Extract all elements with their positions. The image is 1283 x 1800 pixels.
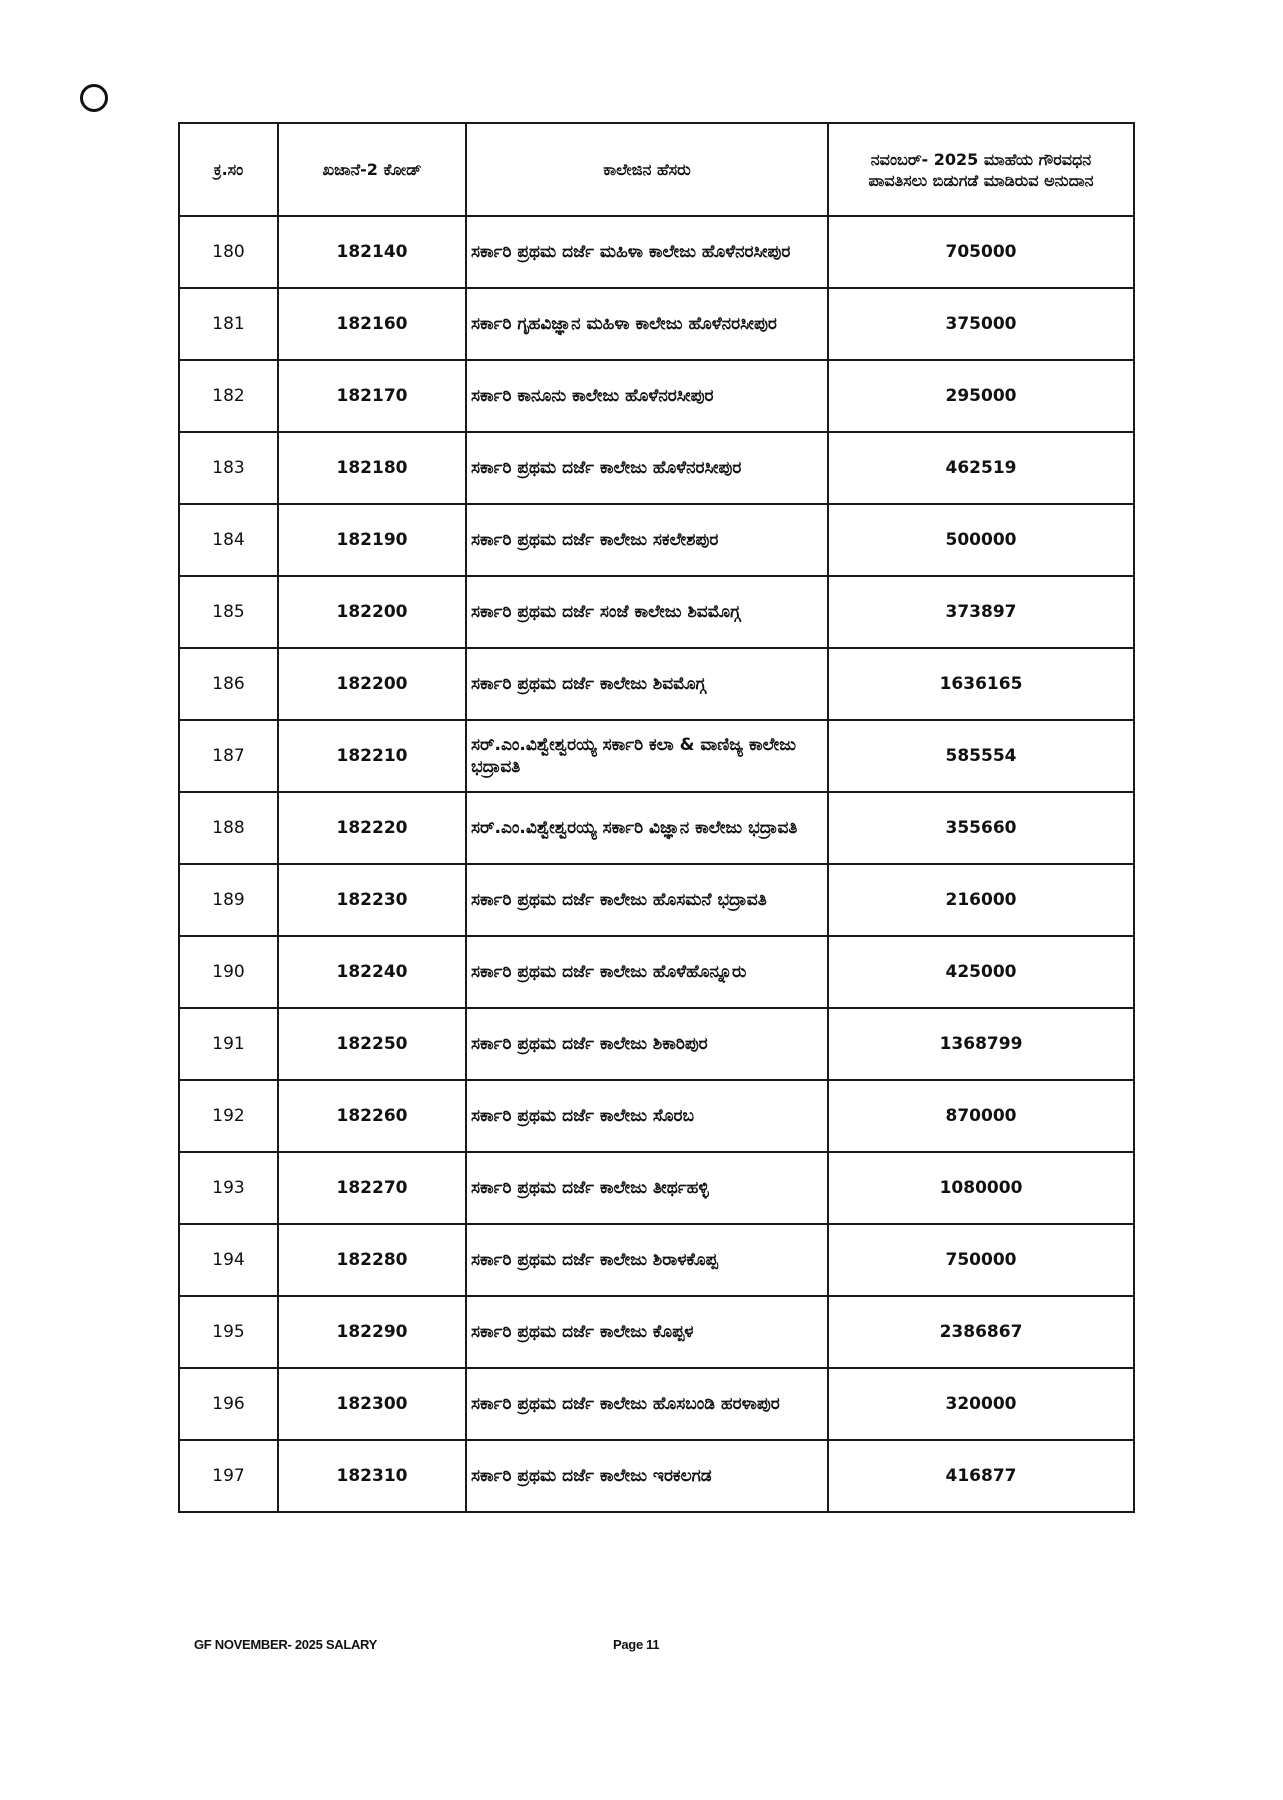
row-grant-amount: 705000 bbox=[828, 216, 1134, 288]
row-treasury-code: 182240 bbox=[278, 936, 466, 1008]
row-treasury-code: 182280 bbox=[278, 1224, 466, 1296]
table-row bbox=[179, 936, 1134, 1008]
table-row bbox=[179, 504, 1134, 576]
row-sl-no: 188 bbox=[179, 792, 278, 864]
table-row bbox=[179, 1224, 1134, 1296]
row-treasury-code: 182200 bbox=[278, 648, 466, 720]
table-row bbox=[179, 1368, 1134, 1440]
header-college-name: ಕಾಲೇಜಿನ ಹೆಸರು bbox=[466, 123, 828, 216]
table-row bbox=[179, 216, 1134, 288]
table-row bbox=[179, 1440, 1134, 1512]
row-treasury-code: 182140 bbox=[278, 216, 466, 288]
row-treasury-code: 182180 bbox=[278, 432, 466, 504]
row-sl-no: 193 bbox=[179, 1152, 278, 1224]
row-sl-no: 187 bbox=[179, 720, 278, 792]
header-sl-no: ಕ್ರ.ಸಂ bbox=[179, 123, 278, 216]
row-treasury-code: 182270 bbox=[278, 1152, 466, 1224]
row-treasury-code: 182230 bbox=[278, 864, 466, 936]
table-row bbox=[179, 1080, 1134, 1152]
row-grant-amount: 295000 bbox=[828, 360, 1134, 432]
header-grant-amount: ನವಂಬರ್- 2025 ಮಾಹೆಯ ಗೌರವಧನ ಪಾವತಿಸಲು ಬಿಡುಗಡೆ ಮಾಡಿರುವ ಅನುದಾನ bbox=[828, 123, 1134, 216]
row-college-name: ಸರ್ಕಾರಿ ಪ್ರಥಮ ದರ್ಜೆ ಕಾಲೇಜು ತೀರ್ಥಹಳ್ಳಿ bbox=[466, 1152, 828, 1224]
row-college-name: ಸರ್ಕಾರಿ ಪ್ರಥಮ ದರ್ಜೆ ಕಾಲೇಜು ಇರಕಲಗಡ bbox=[466, 1440, 828, 1512]
row-treasury-code: 182200 bbox=[278, 576, 466, 648]
row-grant-amount: 425000 bbox=[828, 936, 1134, 1008]
row-college-name: ಸರ್.ಎಂ.ವಿಶ್ವೇಶ್ವರಯ್ಯ ಸರ್ಕಾರಿ ವಿಜ್ಞಾನ ಕಾಲೇಜು ಭದ್ರಾವತಿ bbox=[466, 792, 828, 864]
row-sl-no: 196 bbox=[179, 1368, 278, 1440]
table-row bbox=[179, 1152, 1134, 1224]
punch-hole-mark bbox=[80, 84, 108, 112]
row-treasury-code: 182260 bbox=[278, 1080, 466, 1152]
row-treasury-code: 182290 bbox=[278, 1296, 466, 1368]
row-treasury-code: 182300 bbox=[278, 1368, 466, 1440]
row-treasury-code: 182210 bbox=[278, 720, 466, 792]
table-row bbox=[179, 648, 1134, 720]
row-college-name: ಸರ್ಕಾರಿ ಪ್ರಥಮ ದರ್ಜೆ ಮಹಿಳಾ ಕಾಲೇಜು ಹೊಳೆನರಸೀಪುರ bbox=[466, 216, 828, 288]
row-treasury-code: 182170 bbox=[278, 360, 466, 432]
table-row bbox=[179, 576, 1134, 648]
row-college-name: ಸರ್ಕಾರಿ ಪ್ರಥಮ ದರ್ಜೆ ಕಾಲೇಜು ಶಿವಮೊಗ್ಗ bbox=[466, 648, 828, 720]
row-college-name: ಸರ್ಕಾರಿ ಪ್ರಥಮ ದರ್ಜೆ ಕಾಲೇಜು ಶಿಕಾರಿಪುರ bbox=[466, 1008, 828, 1080]
row-college-name: ಸರ್ಕಾರಿ ಗೃಹವಿಜ್ಞಾನ ಮಹಿಳಾ ಕಾಲೇಜು ಹೊಳೆನರಸೀಪುರ bbox=[466, 288, 828, 360]
table-row bbox=[179, 864, 1134, 936]
row-sl-no: 190 bbox=[179, 936, 278, 1008]
row-grant-amount: 1636165 bbox=[828, 648, 1134, 720]
row-sl-no: 186 bbox=[179, 648, 278, 720]
row-grant-amount: 1080000 bbox=[828, 1152, 1134, 1224]
table-row bbox=[179, 432, 1134, 504]
row-sl-no: 195 bbox=[179, 1296, 278, 1368]
row-grant-amount: 500000 bbox=[828, 504, 1134, 576]
row-treasury-code: 182310 bbox=[278, 1440, 466, 1512]
row-college-name: ಸರ್ಕಾರಿ ಪ್ರಥಮ ದರ್ಜೆ ಕಾಲೇಜು ಕೊಪ್ಪಳ bbox=[466, 1296, 828, 1368]
table-row bbox=[179, 1008, 1134, 1080]
row-sl-no: 192 bbox=[179, 1080, 278, 1152]
table-row bbox=[179, 1296, 1134, 1368]
row-college-name: ಸರ್ಕಾರಿ ಪ್ರಥಮ ದರ್ಜೆ ಕಾಲೇಜು ಶಿರಾಳಕೊಪ್ಪ bbox=[466, 1224, 828, 1296]
row-sl-no: 194 bbox=[179, 1224, 278, 1296]
row-grant-amount: 416877 bbox=[828, 1440, 1134, 1512]
row-treasury-code: 182190 bbox=[278, 504, 466, 576]
header-treasury-code: ಖಜಾನೆ-2 ಕೋಡ್ bbox=[278, 123, 466, 216]
table-row bbox=[179, 792, 1134, 864]
row-grant-amount: 750000 bbox=[828, 1224, 1134, 1296]
row-college-name: ಸರ್ಕಾರಿ ಪ್ರಥಮ ದರ್ಜೆ ಕಾಲೇಜು ಸಕಲೇಶಪುರ bbox=[466, 504, 828, 576]
row-sl-no: 181 bbox=[179, 288, 278, 360]
row-grant-amount: 2386867 bbox=[828, 1296, 1134, 1368]
row-treasury-code: 182250 bbox=[278, 1008, 466, 1080]
row-college-name: ಸರ್ಕಾರಿ ಪ್ರಥಮ ದರ್ಜೆ ಕಾಲೇಜು ಹೊಸಬಂಡಿ ಹರಳಾಪುರ bbox=[466, 1368, 828, 1440]
table-row bbox=[179, 360, 1134, 432]
footer-document-title: GF NOVEMBER- 2025 SALARY bbox=[194, 1637, 378, 1652]
row-sl-no: 197 bbox=[179, 1440, 278, 1512]
row-sl-no: 189 bbox=[179, 864, 278, 936]
row-college-name: ಸರ್.ಎಂ.ವಿಶ್ವೇಶ್ವರಯ್ಯ ಸರ್ಕಾರಿ ಕಲಾ & ವಾಣಿಜ್ಯ ಕಾಲೇಜು ಭದ್ರಾವತಿ bbox=[466, 720, 828, 792]
row-college-name: ಸರ್ಕಾರಿ ಕಾನೂನು ಕಾಲೇಜು ಹೊಳೆನರಸೀಪುರ bbox=[466, 360, 828, 432]
row-sl-no: 184 bbox=[179, 504, 278, 576]
row-grant-amount: 216000 bbox=[828, 864, 1134, 936]
grant-table bbox=[178, 122, 1135, 1513]
row-grant-amount: 462519 bbox=[828, 432, 1134, 504]
row-grant-amount: 585554 bbox=[828, 720, 1134, 792]
row-college-name: ಸರ್ಕಾರಿ ಪ್ರಥಮ ದರ್ಜೆ ಸಂಜೆ ಕಾಲೇಜು ಶಿವಮೊಗ್ಗ bbox=[466, 576, 828, 648]
row-grant-amount: 355660 bbox=[828, 792, 1134, 864]
row-treasury-code: 182160 bbox=[278, 288, 466, 360]
row-grant-amount: 375000 bbox=[828, 288, 1134, 360]
row-college-name: ಸರ್ಕಾರಿ ಪ್ರಥಮ ದರ್ಜೆ ಕಾಲೇಜು ಹೊಳೆಹೊನ್ನೂರು bbox=[466, 936, 828, 1008]
table-row bbox=[179, 720, 1134, 792]
row-sl-no: 191 bbox=[179, 1008, 278, 1080]
row-sl-no: 183 bbox=[179, 432, 278, 504]
table-row bbox=[179, 288, 1134, 360]
row-grant-amount: 373897 bbox=[828, 576, 1134, 648]
row-sl-no: 182 bbox=[179, 360, 278, 432]
row-grant-amount: 870000 bbox=[828, 1080, 1134, 1152]
row-grant-amount: 320000 bbox=[828, 1368, 1134, 1440]
row-sl-no: 185 bbox=[179, 576, 278, 648]
row-treasury-code: 182220 bbox=[278, 792, 466, 864]
row-grant-amount: 1368799 bbox=[828, 1008, 1134, 1080]
row-college-name: ಸರ್ಕಾರಿ ಪ್ರಥಮ ದರ್ಜೆ ಕಾಲೇಜು ಹೊಸಮನೆ ಭದ್ರಾವತಿ bbox=[466, 864, 828, 936]
row-sl-no: 180 bbox=[179, 216, 278, 288]
footer-page-number: Page 11 bbox=[613, 1637, 660, 1652]
row-college-name: ಸರ್ಕಾರಿ ಪ್ರಥಮ ದರ್ಜೆ ಕಾಲೇಜು ಹೊಳೆನರಸೀಪುರ bbox=[466, 432, 828, 504]
table-header-row bbox=[179, 123, 1134, 216]
row-college-name: ಸರ್ಕಾರಿ ಪ್ರಥಮ ದರ್ಜೆ ಕಾಲೇಜು ಸೊರಬ bbox=[466, 1080, 828, 1152]
